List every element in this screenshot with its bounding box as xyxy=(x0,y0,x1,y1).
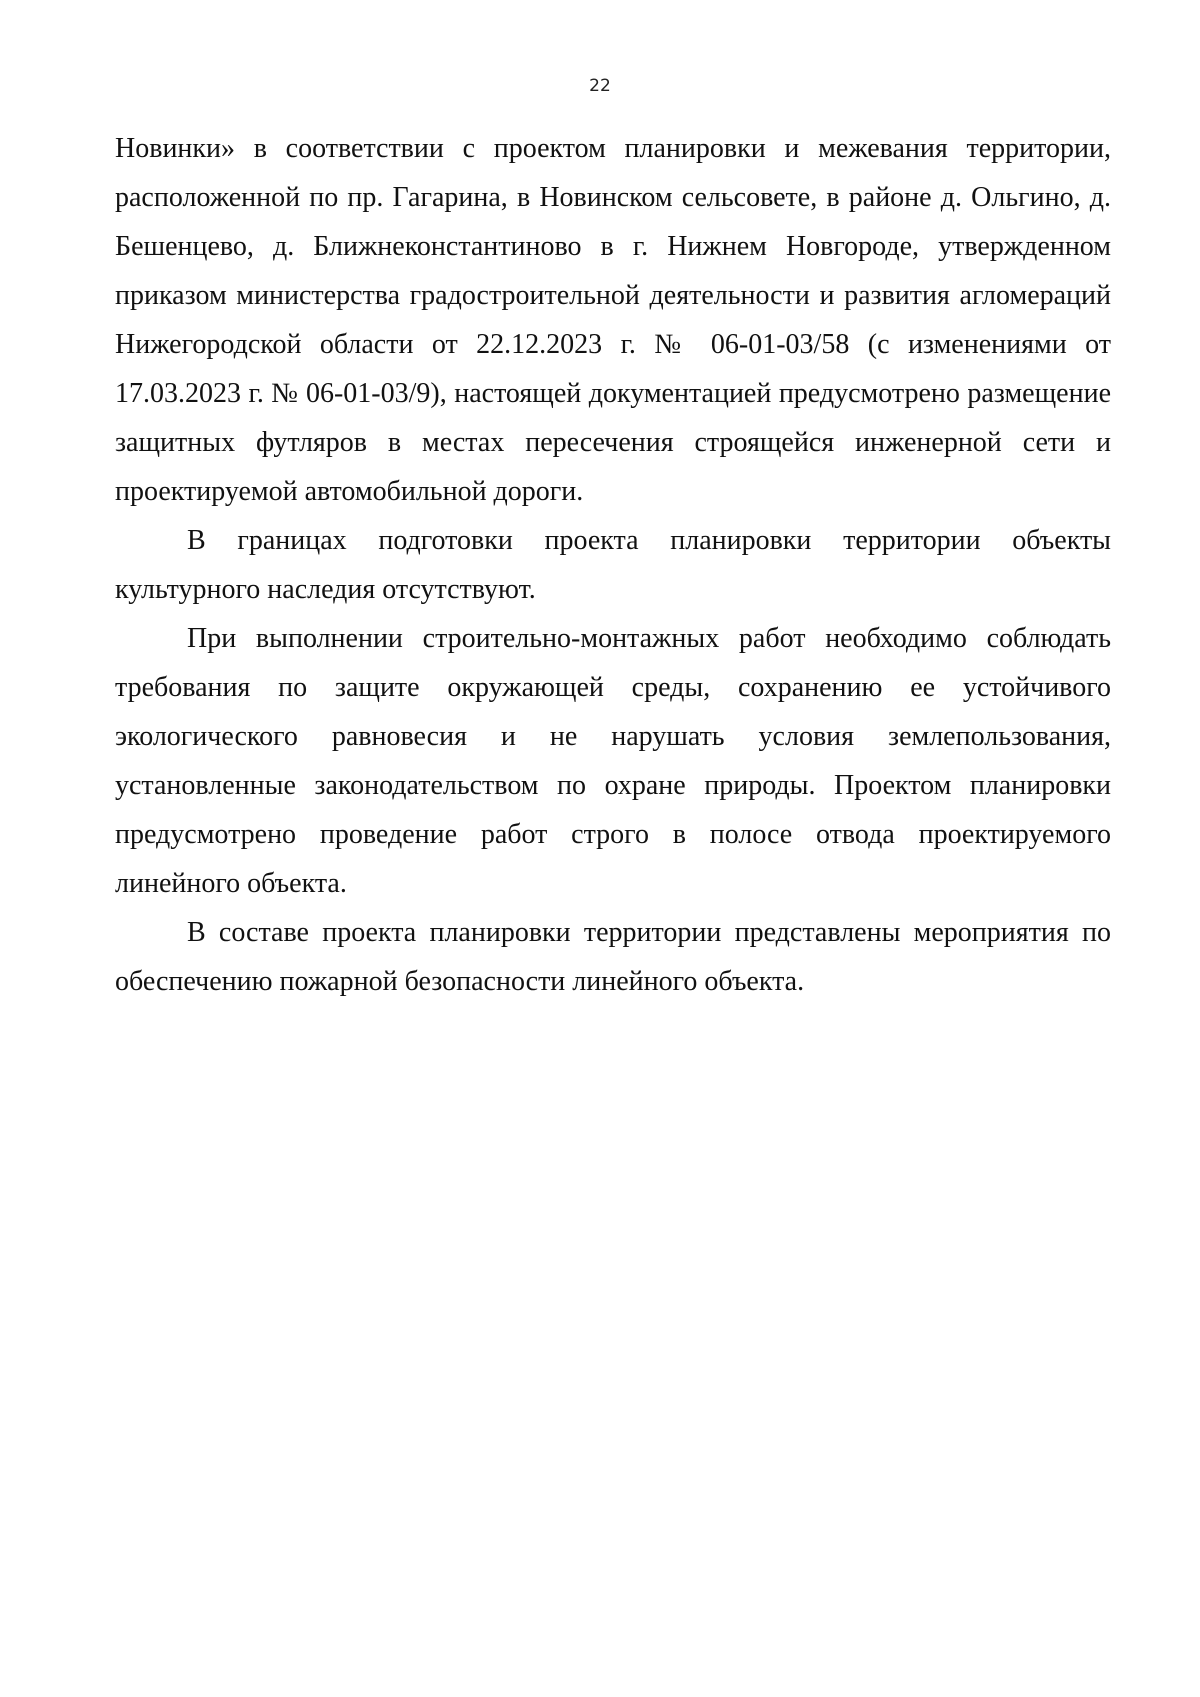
paragraph-fire-safety: В составе проекта планировки территории представлены мероприятия по обеспечению пожарной безопасности линейного объекта. xyxy=(115,917,1111,997)
paragraph-environment-protection: При выполнении строительно-монтажных работ необходимо соблюдать требования по защите окружающей среды, сохранению ее устойчивого экологического равновесия и не нарушать условия землепользования, установленные законодательством по охране природы. Проектом планировки предусмотрено проведение работ строго в полосе отвода проектируемого линейного объекта. xyxy=(115,623,1111,899)
paragraph-cultural-heritage: В границах подготовки проекта планировки территории объекты культурного наследия отсутствуют. xyxy=(115,525,1111,605)
page-number: 22 xyxy=(589,76,611,96)
paragraph-continuation: Новинки» в соответствии с проектом планировки и межевания территории, расположенной по пр. Гагарина, в Новинском сельсовете, в районе д. Ольгино, д. Бешенцево, д. Ближнеконстантиново в г. Нижнем Новгороде, утвержденном приказом министерства градостроительной деятельности и развития агломераций Нижегородской области от 22.12.2023 г. № 06-01-03/58 (с изменениями от 17.03.2023 г. № 06-01-03/9), настоящей документацией предусмотрено размещение защитных футляров в местах пересечения строящейся инженерной сети и проектируемой автомобильной дороги. xyxy=(115,133,1111,507)
document-body xyxy=(115,124,1111,1006)
